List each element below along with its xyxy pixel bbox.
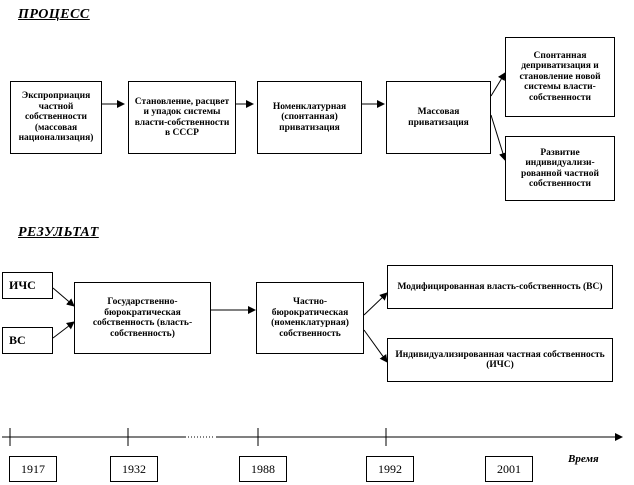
result-box-ichs: ИЧС: [2, 272, 53, 299]
result-arrow-5: [364, 330, 387, 362]
result-heading: РЕЗУЛЬТАТ: [18, 225, 99, 240]
process-box-mass-privatization: Массовая приватизация: [386, 81, 491, 154]
result-arrow-4: [364, 293, 387, 315]
year-1988: 1988: [239, 456, 287, 482]
year-1992: 1992: [366, 456, 414, 482]
year-1917: 1917: [9, 456, 57, 482]
process-arrow-5: [491, 115, 505, 160]
process-box-individualized-development: Развитие индивидуализи-рованной частной собственности: [505, 136, 615, 201]
result-arrow-2: [53, 322, 74, 338]
result-box-vs: ВС: [2, 327, 53, 354]
process-heading: ПРОЦЕСС: [18, 7, 90, 22]
process-box-formation: Становление, расцвет и упадок системы власти-собственности в СССР: [128, 81, 236, 154]
result-box-individualized-private: Индивидуализированная частная собственность (ИЧС): [387, 338, 613, 382]
result-box-private-bureaucratic: Частно-бюрократическая (номенклатурная) собственность: [256, 282, 364, 354]
process-arrow-4: [491, 73, 505, 96]
result-arrow-1: [53, 288, 74, 306]
result-box-modified-power-property: Модифицированная власть-собственность (ВС): [387, 265, 613, 309]
result-box-state-bureaucratic: Государственно-бюрократическая собственность (власть-собственность): [74, 282, 211, 354]
process-box-spontaneous-deprivatization: Спонтанная деприватизация и становление новой системы власти-собственности: [505, 37, 615, 117]
year-1932: 1932: [110, 456, 158, 482]
process-box-nomenklatura-privatization: Номенклатурная (спонтанная) приватизация: [257, 81, 362, 154]
time-axis-label: Время: [568, 453, 599, 465]
process-box-expropriation: Экспроприация частной собственности (массовая национализация): [10, 81, 102, 154]
year-2001: 2001: [485, 456, 533, 482]
